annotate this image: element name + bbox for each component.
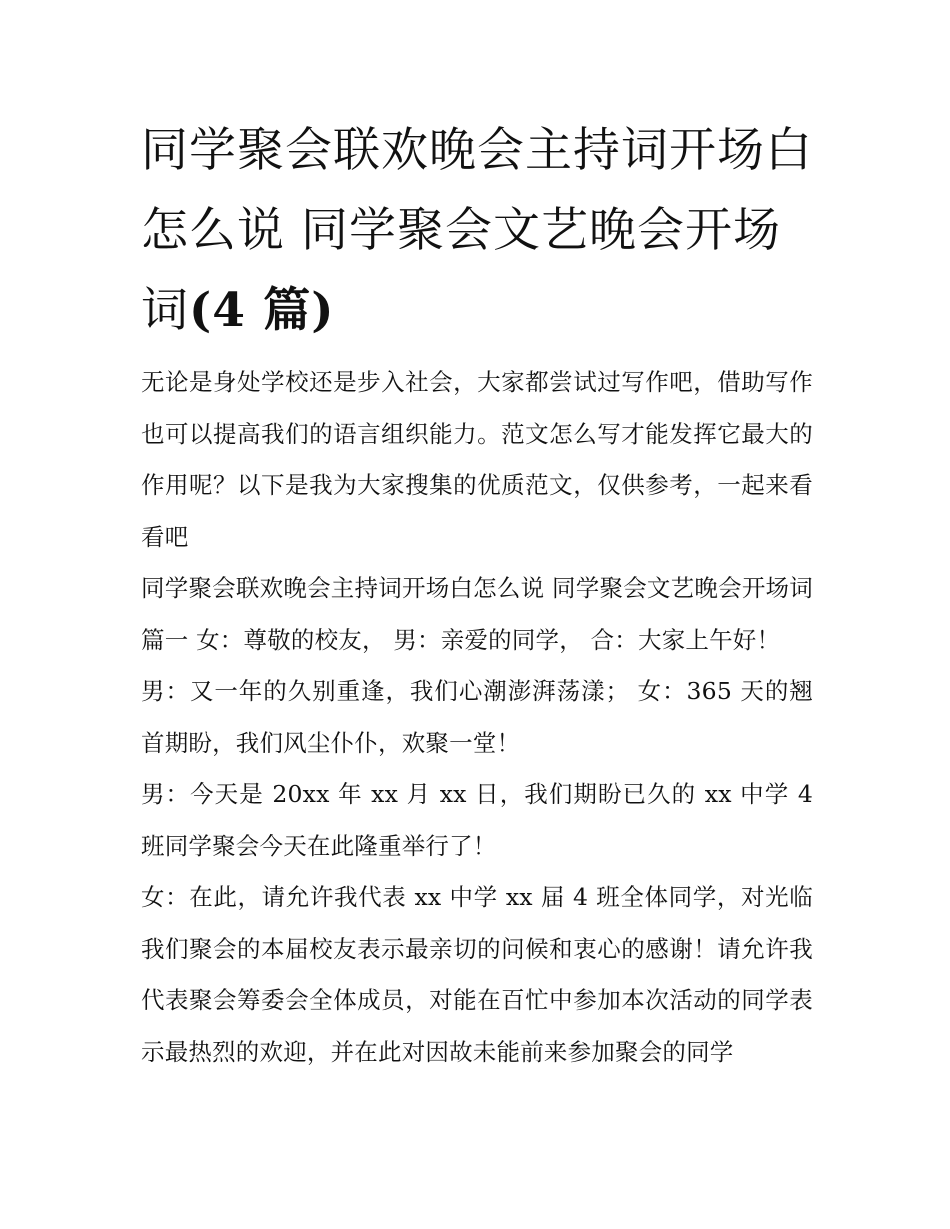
document-body — [141, 357, 813, 1078]
speech-paragraph: 男：又一年的久别重逢，我们心潮澎湃荡漾； 女：365 天的翘首期盼，我们风尘仆仆，欢聚一堂！ — [141, 677, 813, 757]
speech-paragraph: 女：在此，请允许我代表 xx 中学 xx 届 4 班全体同学，对光临我们聚会的本届校友表示最亲切的问候和衷心的感谢！请允许我代表聚会筹委会全体成员，对能在百忙中参加本次活动的同学表示最热烈的欢迎，并在此对因故未能前来参加聚会的同学 — [141, 883, 813, 1066]
title-main: 同学聚会联欢晚会主持词开场白怎么说 同学聚会文艺晚会开场词 — [141, 123, 813, 338]
intro-paragraph: 无论是身处学校还是步入社会，大家都尝试过写作吧，借助写作也可以提高我们的语言组织能力。范文怎么写才能发挥它最大的作用呢？以下是我为大家搜集的优质范文，仅供参考，一起来看看吧 — [141, 368, 813, 551]
speech-paragraph: 男：今天是 20xx 年 xx 月 xx 日，我们期盼已久的 xx 中学 4 班同学聚会今天在此隆重举行了！ — [141, 780, 813, 860]
title-count: (4 篇) — [189, 283, 335, 338]
speech-paragraph: 同学聚会联欢晚会主持词开场白怎么说 同学聚会文艺晚会开场词篇一 女：尊敬的校友， 男：亲爱的同学， 合：大家上午好！ — [141, 574, 813, 654]
document-title — [141, 111, 821, 351]
